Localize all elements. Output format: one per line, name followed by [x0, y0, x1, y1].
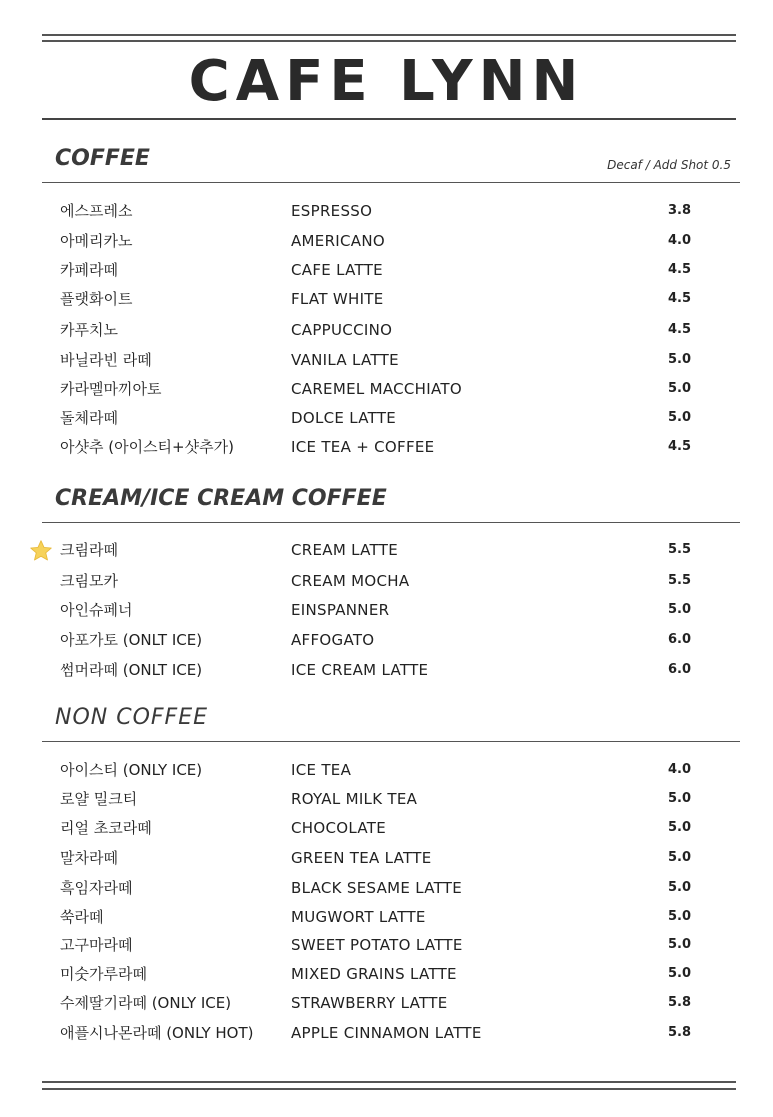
section-divider-cream [42, 522, 740, 523]
item-name-en: GREEN TEA LATTE [291, 849, 432, 867]
menu-item [0, 874, 773, 902]
item-name-kr: 아포가토 (ONLT ICE) [60, 631, 203, 649]
item-price: 6.0 [668, 632, 692, 647]
item-price: 5.0 [668, 820, 692, 835]
item-name-kr: 플랫화이트 [60, 290, 133, 308]
menu-item [0, 903, 773, 931]
item-name-en: APPLE CINNAMON LATTE [291, 1024, 482, 1042]
menu-item [0, 626, 773, 654]
section-divider-noncoffee [42, 741, 740, 742]
menu-item [0, 404, 773, 432]
section-title-cream: CREAM/ICE CREAM COFFEE [55, 486, 387, 511]
menu-item [0, 844, 773, 872]
item-price: 5.0 [668, 602, 692, 617]
item-price: 5.5 [668, 542, 692, 557]
item-price: 4.0 [668, 233, 692, 248]
menu-item [0, 596, 773, 624]
item-name-en: CAREMEL MACCHIATO [291, 380, 462, 398]
menu-title: CAFE LYNN [188, 49, 585, 114]
item-name-kr: 썸머라떼 (ONLT ICE) [60, 661, 203, 679]
item-price: 5.0 [668, 352, 692, 367]
item-name-en: CREAM MOCHA [291, 572, 410, 590]
item-price: 5.0 [668, 410, 692, 425]
item-price: 3.8 [668, 203, 692, 218]
item-name-en: CREAM LATTE [291, 541, 398, 559]
item-name-en: BLACK SESAME LATTE [291, 879, 463, 897]
item-price: 4.5 [668, 439, 692, 454]
item-name-kr: 수제딸기라떼 (ONLY ICE) [60, 994, 232, 1012]
menu-item [0, 346, 773, 374]
decaf-shot-note: Decaf / Add Shot 0.5 [607, 158, 731, 172]
menu-item [0, 1019, 773, 1047]
item-name-en: SWEET POTATO LATTE [291, 936, 463, 954]
item-name-kr: 크림라떼 [60, 541, 118, 559]
item-name-en: AFFOGATO [291, 631, 375, 649]
top-double-rule-lower [42, 40, 736, 42]
item-name-kr: 에스프레소 [60, 202, 133, 220]
item-name-en: EINSPANNER [291, 601, 390, 619]
item-name-kr: 아이스티 (ONLY ICE) [60, 761, 203, 779]
item-name-kr: 쑥라떼 [60, 908, 104, 926]
item-name-en: CHOCOLATE [291, 819, 386, 837]
item-name-en: ESPRESSO [291, 202, 373, 220]
item-price: 5.0 [668, 850, 692, 865]
item-name-en: VANILA LATTE [291, 351, 399, 369]
item-price: 4.5 [668, 291, 692, 306]
item-price: 4.0 [668, 762, 692, 777]
item-name-kr: 애플시나몬라떼 (ONLY HOT) [60, 1024, 254, 1042]
menu-item [0, 536, 773, 564]
menu-item [0, 931, 773, 959]
item-name-kr: 카푸치노 [60, 321, 118, 339]
item-name-en: AMERICANO [291, 232, 385, 250]
item-name-en: CAFE LATTE [291, 261, 383, 279]
item-price: 5.0 [668, 966, 692, 981]
section-divider-coffee [42, 182, 740, 183]
item-name-kr: 흑임자라떼 [60, 879, 133, 897]
bottom-double-rule-upper [42, 1081, 736, 1083]
item-name-kr: 카라멜마끼아토 [60, 380, 162, 398]
menu-item [0, 785, 773, 813]
item-name-kr: 미숫가루라떼 [60, 965, 147, 983]
menu-item [0, 989, 773, 1017]
menu-item [0, 285, 773, 313]
item-price: 5.8 [668, 995, 692, 1010]
item-name-kr: 아인슈페너 [60, 601, 133, 619]
menu-item [0, 316, 773, 344]
item-name-en: ICE TEA + COFFEE [291, 438, 435, 456]
menu-item [0, 375, 773, 403]
item-name-en: CAPPUCCINO [291, 321, 393, 339]
item-name-en: ICE TEA [291, 761, 352, 779]
menu-item [0, 756, 773, 784]
bottom-double-rule-lower [42, 1088, 736, 1090]
item-price: 5.5 [668, 573, 692, 588]
top-double-rule-upper [42, 34, 736, 36]
item-price: 5.8 [668, 1025, 692, 1040]
item-name-kr: 돌체라떼 [60, 409, 118, 427]
item-name-en: FLAT WHITE [291, 290, 384, 308]
item-name-kr: 크림모카 [60, 572, 118, 590]
menu-item [0, 197, 773, 225]
section-title-coffee: COFFEE [55, 146, 150, 171]
item-name-kr: 바닐라빈 라떼 [60, 351, 152, 369]
menu-item [0, 656, 773, 684]
menu-item [0, 256, 773, 284]
item-name-en: MUGWORT LATTE [291, 908, 426, 926]
item-name-kr: 말차라떼 [60, 849, 118, 867]
menu-item [0, 960, 773, 988]
item-price: 5.0 [668, 791, 692, 806]
item-price: 5.0 [668, 880, 692, 895]
item-name-kr: 고구마라떼 [60, 936, 133, 954]
menu-item [0, 227, 773, 255]
item-name-en: MIXED GRAINS LATTE [291, 965, 457, 983]
section-title-noncoffee: NON COFFEE [55, 705, 209, 730]
item-price: 5.0 [668, 909, 692, 924]
item-name-en: ROYAL MILK TEA [291, 790, 418, 808]
item-price: 4.5 [668, 262, 692, 277]
item-price: 4.5 [668, 322, 692, 337]
menu-item [0, 814, 773, 842]
item-name-en: STRAWBERRY LATTE [291, 994, 448, 1012]
item-name-en: ICE CREAM LATTE [291, 661, 429, 679]
item-name-kr: 로얄 밀크티 [60, 790, 138, 808]
menu-item [0, 433, 773, 461]
menu-item [0, 567, 773, 595]
item-price: 5.0 [668, 937, 692, 952]
item-name-kr: 카페라떼 [60, 261, 118, 279]
item-name-kr: 아샷추 (아이스티+샷추가) [60, 438, 234, 456]
item-name-en: DOLCE LATTE [291, 409, 397, 427]
title-divider [42, 118, 736, 120]
item-price: 5.0 [668, 381, 692, 396]
item-name-kr: 리얼 초코라떼 [60, 819, 152, 837]
item-price: 6.0 [668, 662, 692, 677]
item-name-kr: 아메리카노 [60, 232, 133, 250]
